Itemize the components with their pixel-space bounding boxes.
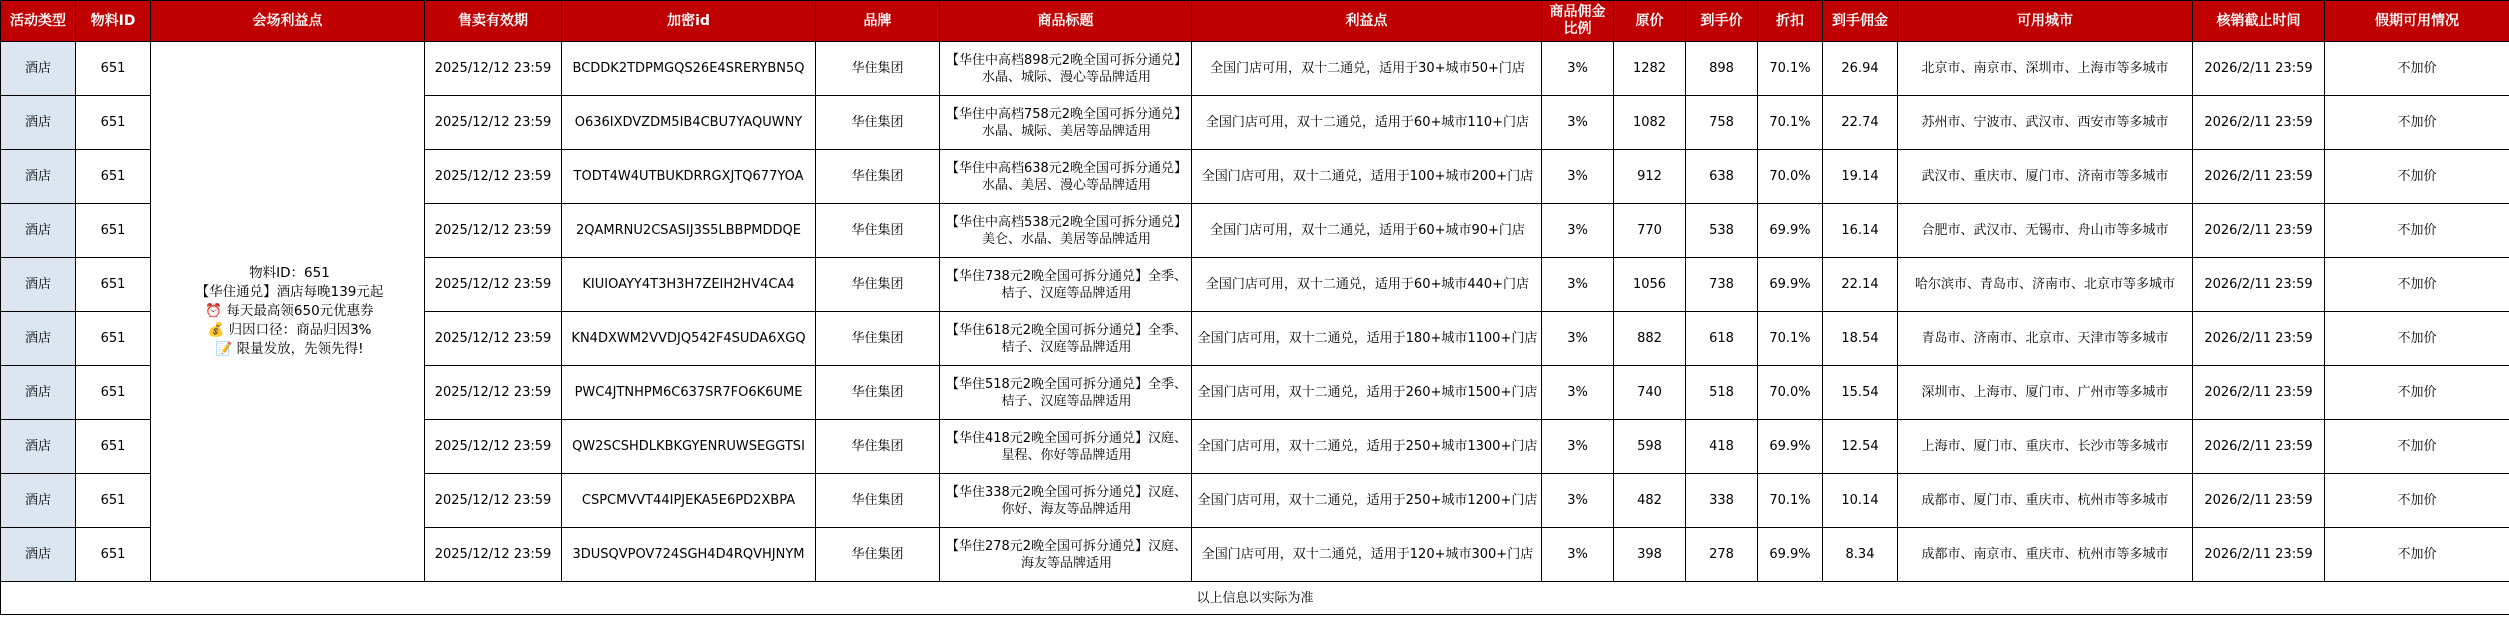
row-final-price: 518 bbox=[1686, 366, 1758, 420]
row-activity-type: 酒店 bbox=[1, 420, 76, 474]
row-holiday: 不加价 bbox=[2325, 528, 2509, 582]
row-discount: 70.1% bbox=[1758, 42, 1823, 96]
row-cities: 哈尔滨市、青岛市、济南市、北京市等多城市 bbox=[1898, 258, 2193, 312]
row-commission-rate: 3% bbox=[1542, 420, 1614, 474]
row-redeem-deadline: 2026/2/11 23:59 bbox=[2193, 312, 2325, 366]
row-encrypted-id: KIUIOAYY4T3H3H7ZEIH2HV4CA4 bbox=[562, 258, 816, 312]
row-sale-valid: 2025/12/12 23:59 bbox=[425, 312, 562, 366]
row-commission-rate: 3% bbox=[1542, 528, 1614, 582]
row-discount: 69.9% bbox=[1758, 528, 1823, 582]
row-discount: 70.1% bbox=[1758, 96, 1823, 150]
row-discount: 70.0% bbox=[1758, 150, 1823, 204]
row-sale-valid: 2025/12/12 23:59 bbox=[425, 366, 562, 420]
row-encrypted-id: O636IXDVZDM5IB4CBU7YAQUWNY bbox=[562, 96, 816, 150]
row-brand: 华住集团 bbox=[816, 96, 940, 150]
row-cities: 苏州市、宁波市、武汉市、西安市等多城市 bbox=[1898, 96, 2193, 150]
row-sale-valid: 2025/12/12 23:59 bbox=[425, 42, 562, 96]
header-discount: 折扣 bbox=[1758, 1, 1823, 42]
row-redeem-deadline: 2026/2/11 23:59 bbox=[2193, 474, 2325, 528]
row-commission: 12.54 bbox=[1823, 420, 1898, 474]
venue-benefit-cell bbox=[151, 42, 425, 582]
header-brand: 品牌 bbox=[816, 1, 940, 42]
row-product-title: 【华住278元2晚全国可拆分通兑】汉庭、海友等品牌适用 bbox=[940, 528, 1192, 582]
row-material-id: 651 bbox=[76, 204, 151, 258]
row-cities: 青岛市、济南市、北京市、天津市等多城市 bbox=[1898, 312, 2193, 366]
header-final-price: 到手价 bbox=[1686, 1, 1758, 42]
row-product-title: 【华住中高档538元2晚全国可拆分通兑】美仑、水晶、美居等品牌适用 bbox=[940, 204, 1192, 258]
header-activity-type: 活动类型 bbox=[1, 1, 76, 42]
row-material-id: 651 bbox=[76, 258, 151, 312]
row-benefit: 全国门店可用，双十二通兑，适用于260+城市1500+门店 bbox=[1192, 366, 1542, 420]
row-material-id: 651 bbox=[76, 96, 151, 150]
row-benefit: 全国门店可用，双十二通兑，适用于60+城市440+门店 bbox=[1192, 258, 1542, 312]
row-commission-rate: 3% bbox=[1542, 96, 1614, 150]
header-sale-valid: 售卖有效期 bbox=[425, 1, 562, 42]
row-discount: 69.9% bbox=[1758, 420, 1823, 474]
row-holiday: 不加价 bbox=[2325, 474, 2509, 528]
row-commission: 19.14 bbox=[1823, 150, 1898, 204]
row-encrypted-id: TODT4W4UTBUKDRRGXJTQ677YOA bbox=[562, 150, 816, 204]
header-encrypted-id: 加密id bbox=[562, 1, 816, 42]
row-original-price: 1082 bbox=[1614, 96, 1686, 150]
row-cities: 武汉市、重庆市、厦门市、济南市等多城市 bbox=[1898, 150, 2193, 204]
row-redeem-deadline: 2026/2/11 23:59 bbox=[2193, 96, 2325, 150]
row-final-price: 538 bbox=[1686, 204, 1758, 258]
row-benefit: 全国门店可用，双十二通兑，适用于30+城市50+门店 bbox=[1192, 42, 1542, 96]
row-original-price: 482 bbox=[1614, 474, 1686, 528]
row-sale-valid: 2025/12/12 23:59 bbox=[425, 420, 562, 474]
header-redeem-deadline: 核销截止时间 bbox=[2193, 1, 2325, 42]
row-discount: 70.0% bbox=[1758, 366, 1823, 420]
row-material-id: 651 bbox=[76, 528, 151, 582]
row-product-title: 【华住418元2晚全国可拆分通兑】汉庭、星程、你好等品牌适用 bbox=[940, 420, 1192, 474]
row-commission: 22.14 bbox=[1823, 258, 1898, 312]
row-commission-rate: 3% bbox=[1542, 258, 1614, 312]
row-brand: 华住集团 bbox=[816, 42, 940, 96]
row-commission: 15.54 bbox=[1823, 366, 1898, 420]
row-redeem-deadline: 2026/2/11 23:59 bbox=[2193, 366, 2325, 420]
row-brand: 华住集团 bbox=[816, 474, 940, 528]
row-sale-valid: 2025/12/12 23:59 bbox=[425, 258, 562, 312]
row-brand: 华住集团 bbox=[816, 312, 940, 366]
row-redeem-deadline: 2026/2/11 23:59 bbox=[2193, 528, 2325, 582]
table-body bbox=[1, 42, 2509, 615]
row-benefit: 全国门店可用，双十二通兑，适用于100+城市200+门店 bbox=[1192, 150, 1542, 204]
row-redeem-deadline: 2026/2/11 23:59 bbox=[2193, 420, 2325, 474]
row-material-id: 651 bbox=[76, 312, 151, 366]
header-commission: 到手佣金 bbox=[1823, 1, 1898, 42]
row-sale-valid: 2025/12/12 23:59 bbox=[425, 204, 562, 258]
venue-benefit-line2: 【华住通兑】酒店每晚139元起 bbox=[195, 284, 384, 300]
row-discount: 69.9% bbox=[1758, 258, 1823, 312]
row-product-title: 【华住中高档758元2晚全国可拆分通兑】水晶、城际、美居等品牌适用 bbox=[940, 96, 1192, 150]
row-sale-valid: 2025/12/12 23:59 bbox=[425, 528, 562, 582]
row-commission: 8.34 bbox=[1823, 528, 1898, 582]
row-holiday: 不加价 bbox=[2325, 96, 2509, 150]
row-discount: 70.1% bbox=[1758, 474, 1823, 528]
row-product-title: 【华住618元2晚全国可拆分通兑】全季、桔子、汉庭等品牌适用 bbox=[940, 312, 1192, 366]
footer-note: 以上信息以实际为准 bbox=[1, 582, 2509, 615]
row-brand: 华住集团 bbox=[816, 420, 940, 474]
row-activity-type: 酒店 bbox=[1, 258, 76, 312]
row-final-price: 338 bbox=[1686, 474, 1758, 528]
row-sale-valid: 2025/12/12 23:59 bbox=[425, 474, 562, 528]
row-encrypted-id: KN4DXWM2VVDJQ542F4SUDA6XGQ bbox=[562, 312, 816, 366]
row-product-title: 【华住338元2晚全国可拆分通兑】汉庭、你好、海友等品牌适用 bbox=[940, 474, 1192, 528]
row-activity-type: 酒店 bbox=[1, 150, 76, 204]
row-holiday: 不加价 bbox=[2325, 312, 2509, 366]
row-commission-rate: 3% bbox=[1542, 204, 1614, 258]
header-original-price: 原价 bbox=[1614, 1, 1686, 42]
row-redeem-deadline: 2026/2/11 23:59 bbox=[2193, 204, 2325, 258]
row-commission-rate: 3% bbox=[1542, 474, 1614, 528]
row-sale-valid: 2025/12/12 23:59 bbox=[425, 150, 562, 204]
row-final-price: 738 bbox=[1686, 258, 1758, 312]
row-cities: 上海市、厦门市、重庆市、长沙市等多城市 bbox=[1898, 420, 2193, 474]
footer-row bbox=[1, 582, 2509, 615]
row-benefit: 全国门店可用，双十二通兑，适用于60+城市90+门店 bbox=[1192, 204, 1542, 258]
row-product-title: 【华住738元2晚全国可拆分通兑】全季、桔子、汉庭等品牌适用 bbox=[940, 258, 1192, 312]
row-final-price: 758 bbox=[1686, 96, 1758, 150]
header-benefit: 利益点 bbox=[1192, 1, 1542, 42]
row-original-price: 770 bbox=[1614, 204, 1686, 258]
row-brand: 华住集团 bbox=[816, 528, 940, 582]
row-product-title: 【华住中高档898元2晚全国可拆分通兑】水晶、城际、漫心等品牌适用 bbox=[940, 42, 1192, 96]
header-commission-rate bbox=[1542, 1, 1614, 42]
row-benefit: 全国门店可用，双十二通兑，适用于120+城市300+门店 bbox=[1192, 528, 1542, 582]
row-holiday: 不加价 bbox=[2325, 42, 2509, 96]
row-cities: 合肥市、武汉市、无锡市、舟山市等多城市 bbox=[1898, 204, 2193, 258]
row-benefit: 全国门店可用，双十二通兑，适用于180+城市1100+门店 bbox=[1192, 312, 1542, 366]
row-original-price: 598 bbox=[1614, 420, 1686, 474]
header-commission-rate-line2: 比例 bbox=[1563, 21, 1592, 37]
venue-benefit-line5: 📝 限量发放，先领先得! bbox=[215, 341, 364, 357]
row-holiday: 不加价 bbox=[2325, 204, 2509, 258]
row-material-id: 651 bbox=[76, 474, 151, 528]
row-encrypted-id: 2QAMRNU2CSASIJ3S5LBBPMDDQE bbox=[562, 204, 816, 258]
row-product-title: 【华住中高档638元2晚全国可拆分通兑】水晶、美居、漫心等品牌适用 bbox=[940, 150, 1192, 204]
row-original-price: 912 bbox=[1614, 150, 1686, 204]
row-original-price: 398 bbox=[1614, 528, 1686, 582]
row-material-id: 651 bbox=[76, 366, 151, 420]
row-cities: 成都市、南京市、重庆市、杭州市等多城市 bbox=[1898, 528, 2193, 582]
row-final-price: 618 bbox=[1686, 312, 1758, 366]
row-final-price: 638 bbox=[1686, 150, 1758, 204]
row-activity-type: 酒店 bbox=[1, 42, 76, 96]
row-material-id: 651 bbox=[76, 420, 151, 474]
row-original-price: 1056 bbox=[1614, 258, 1686, 312]
row-benefit: 全国门店可用，双十二通兑，适用于60+城市110+门店 bbox=[1192, 96, 1542, 150]
row-cities: 北京市、南京市、深圳市、上海市等多城市 bbox=[1898, 42, 2193, 96]
row-final-price: 898 bbox=[1686, 42, 1758, 96]
row-holiday: 不加价 bbox=[2325, 366, 2509, 420]
row-original-price: 740 bbox=[1614, 366, 1686, 420]
table-row bbox=[1, 42, 2509, 96]
row-encrypted-id: 3DUSQVPOV724SGH4D4RQVHJNYM bbox=[562, 528, 816, 582]
row-final-price: 418 bbox=[1686, 420, 1758, 474]
header-row bbox=[1, 1, 2509, 42]
row-brand: 华住集团 bbox=[816, 258, 940, 312]
row-encrypted-id: BCDDK2TDPMGQS26E4SRERYBN5Q bbox=[562, 42, 816, 96]
row-brand: 华住集团 bbox=[816, 204, 940, 258]
row-commission-rate: 3% bbox=[1542, 366, 1614, 420]
row-commission: 26.94 bbox=[1823, 42, 1898, 96]
row-discount: 70.1% bbox=[1758, 312, 1823, 366]
header-cities: 可用城市 bbox=[1898, 1, 2193, 42]
row-activity-type: 酒店 bbox=[1, 312, 76, 366]
row-material-id: 651 bbox=[76, 150, 151, 204]
header-material-id: 物料ID bbox=[76, 1, 151, 42]
venue-benefit-line3: ⏰ 每天最高领650元优惠券 bbox=[205, 303, 374, 319]
row-holiday: 不加价 bbox=[2325, 258, 2509, 312]
row-activity-type: 酒店 bbox=[1, 474, 76, 528]
row-product-title: 【华住518元2晚全国可拆分通兑】全季、桔子、汉庭等品牌适用 bbox=[940, 366, 1192, 420]
row-commission: 18.54 bbox=[1823, 312, 1898, 366]
row-commission: 22.74 bbox=[1823, 96, 1898, 150]
header-holiday: 假期可用情况 bbox=[2325, 1, 2509, 42]
row-commission: 10.14 bbox=[1823, 474, 1898, 528]
row-brand: 华住集团 bbox=[816, 366, 940, 420]
header-commission-rate-line1: 商品佣金 bbox=[1549, 4, 1606, 20]
row-commission-rate: 3% bbox=[1542, 312, 1614, 366]
row-discount: 69.9% bbox=[1758, 204, 1823, 258]
row-holiday: 不加价 bbox=[2325, 150, 2509, 204]
row-brand: 华住集团 bbox=[816, 150, 940, 204]
header-venue-benefit: 会场利益点 bbox=[151, 1, 425, 42]
row-commission-rate: 3% bbox=[1542, 42, 1614, 96]
row-final-price: 278 bbox=[1686, 528, 1758, 582]
row-cities: 成都市、厦门市、重庆市、杭州市等多城市 bbox=[1898, 474, 2193, 528]
row-sale-valid: 2025/12/12 23:59 bbox=[425, 96, 562, 150]
row-activity-type: 酒店 bbox=[1, 96, 76, 150]
row-benefit: 全国门店可用，双十二通兑，适用于250+城市1200+门店 bbox=[1192, 474, 1542, 528]
row-encrypted-id: QW2SCSHDLKBKGYENRUWSEGGTSI bbox=[562, 420, 816, 474]
row-redeem-deadline: 2026/2/11 23:59 bbox=[2193, 150, 2325, 204]
row-redeem-deadline: 2026/2/11 23:59 bbox=[2193, 42, 2325, 96]
row-original-price: 1282 bbox=[1614, 42, 1686, 96]
row-redeem-deadline: 2026/2/11 23:59 bbox=[2193, 258, 2325, 312]
row-commission-rate: 3% bbox=[1542, 150, 1614, 204]
row-benefit: 全国门店可用，双十二通兑，适用于250+城市1300+门店 bbox=[1192, 420, 1542, 474]
row-encrypted-id: PWC4JTNHPM6C637SR7FO6K6UME bbox=[562, 366, 816, 420]
venue-benefit-line1: 物料ID：651 bbox=[249, 265, 330, 281]
row-original-price: 882 bbox=[1614, 312, 1686, 366]
row-activity-type: 酒店 bbox=[1, 528, 76, 582]
row-holiday: 不加价 bbox=[2325, 420, 2509, 474]
row-cities: 深圳市、上海市、厦门市、广州市等多城市 bbox=[1898, 366, 2193, 420]
row-activity-type: 酒店 bbox=[1, 366, 76, 420]
row-encrypted-id: CSPCMVVT44IPJEKA5E6PD2XBPA bbox=[562, 474, 816, 528]
venue-benefit-line4: 💰 归因口径：商品归因3% bbox=[207, 322, 372, 338]
row-activity-type: 酒店 bbox=[1, 204, 76, 258]
row-material-id: 651 bbox=[76, 42, 151, 96]
header-product-title: 商品标题 bbox=[940, 1, 1192, 42]
row-commission: 16.14 bbox=[1823, 204, 1898, 258]
